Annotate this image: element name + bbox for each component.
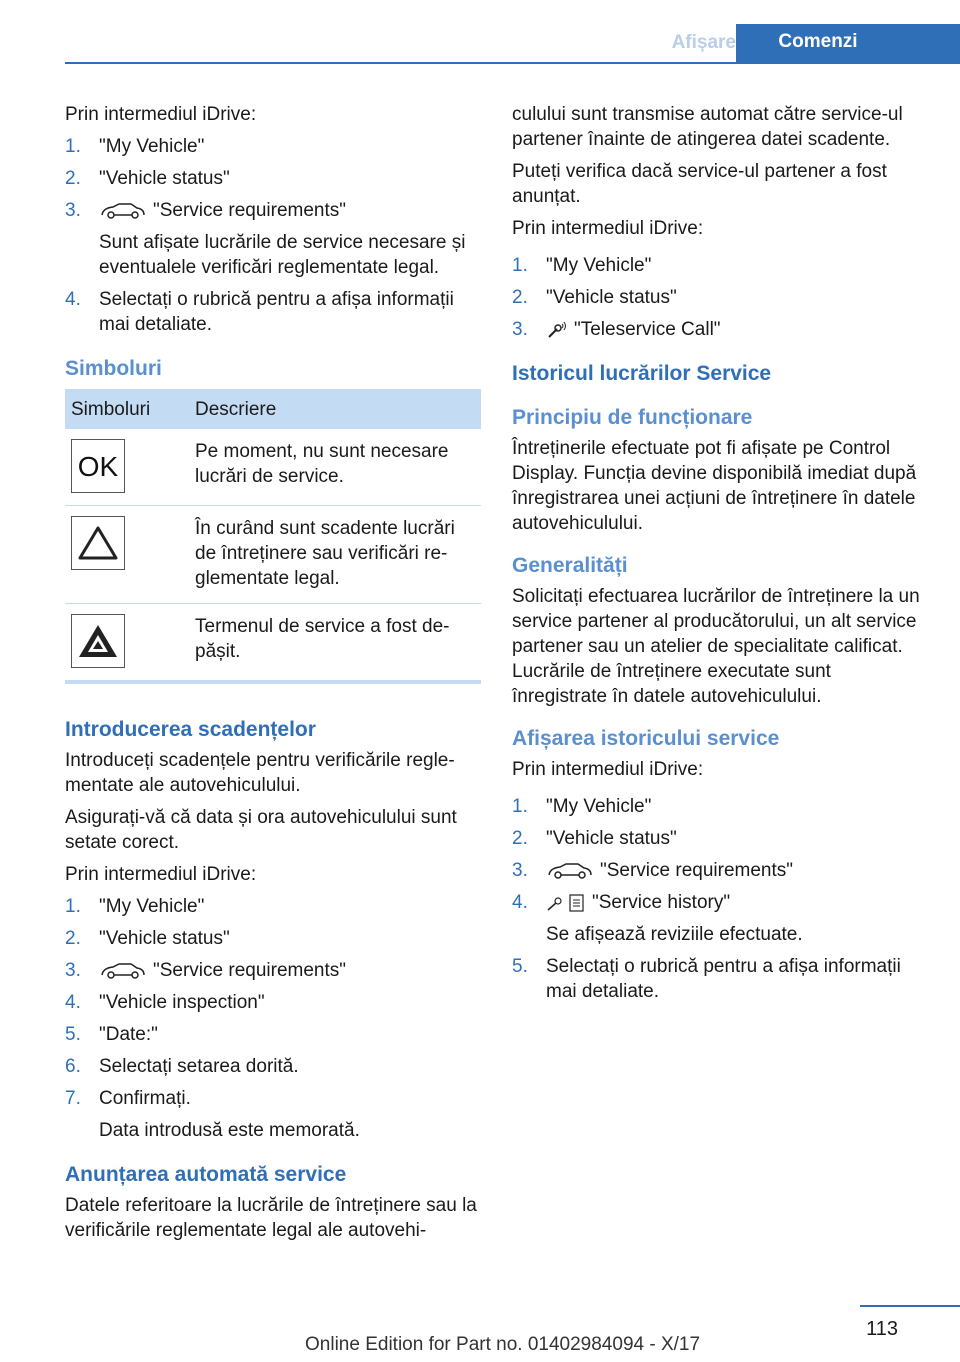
car-service-icon (99, 202, 147, 220)
table-row (65, 506, 481, 604)
step-text: "Date:" (99, 1024, 158, 1045)
footer-rule (860, 1305, 960, 1307)
page-header (65, 24, 960, 64)
list-item (512, 858, 928, 883)
step-text: "Vehicle inspection" (99, 992, 265, 1013)
paragraph: Asigurați-vă că data și ora autovehiculului sunt setate corect. (65, 807, 457, 853)
step-text: "My Vehicle" (99, 896, 205, 917)
list-item (65, 926, 481, 951)
step-number: 3. (65, 960, 81, 981)
table-cell-description: Pe moment, nu sunt necesare lucrări de service. (189, 429, 481, 506)
list-item (65, 134, 481, 159)
step-text: "Vehicle status" (99, 928, 230, 949)
list-item (65, 1054, 481, 1079)
paragraph: Introduceți scadențele pentru verificările regle-mentate ale autovehiculului. (65, 750, 455, 796)
step-number: 1. (512, 796, 528, 817)
list-item (65, 894, 481, 919)
paragraph: Prin intermediul iDrive: (512, 759, 704, 780)
list-item (65, 1086, 481, 1143)
step-text: Selectați o rubrică pentru a afișa informații mai detaliate. (99, 289, 454, 335)
steps-list-3 (512, 253, 928, 342)
list-item (65, 958, 481, 983)
step-number: 3. (512, 319, 528, 340)
step-text: "My Vehicle" (546, 255, 652, 276)
list-item (512, 253, 928, 278)
list-item (512, 317, 928, 342)
step-number: 1. (65, 136, 81, 157)
step-subtext: Data introdusă este memorată. (99, 1120, 360, 1141)
ok-symbol-icon (71, 439, 125, 493)
list-item (65, 287, 481, 337)
step-text: "Vehicle status" (99, 168, 230, 189)
step-text: Confirmați. (99, 1088, 191, 1109)
edition-text: Online Edition for Part no. 01402984094 - X/17 (305, 1334, 701, 1355)
step-number: 1. (512, 255, 528, 276)
step-number: 2. (512, 287, 528, 308)
car-service-icon (99, 962, 147, 980)
table-row (65, 604, 481, 683)
list-item (512, 890, 928, 947)
step-subtext: Se afișează reviziile efectuate. (546, 924, 803, 945)
step-number: 6. (65, 1056, 81, 1077)
step-text: "Service history" (592, 892, 731, 913)
paragraph: Solicitați efectuarea lucrărilor de întreținere la un service partener al producătorului, un alt service partener sau un atelier de specialitate calificat. Lucrările de întreținere executate sunt înregistrate în datele autovehiculului. (512, 586, 920, 707)
generalitati-heading: Generalități (512, 554, 628, 577)
paragraph: Prin intermediul iDrive: (65, 864, 257, 885)
anuntarea-heading: Anunțarea automată service (65, 1163, 347, 1186)
steps-list-1 (65, 134, 481, 337)
simboluri-heading: Simboluri (65, 357, 162, 380)
table-header-description: Descriere (189, 389, 481, 429)
paragraph: Prin intermediul iDrive: (512, 218, 704, 239)
warning-triangle-filled-icon (71, 614, 125, 668)
left-column (65, 102, 481, 1250)
step-number: 1. (65, 896, 81, 917)
list-item (512, 826, 928, 851)
istoricul-heading: Istoricul lucrărilor Service (512, 362, 772, 385)
step-text: "Service requirements" (600, 860, 794, 881)
step-text: Selectați o rubrică pentru a afișa informații mai detaliate. (546, 956, 901, 1002)
table-cell-description: Termenul de service a fost de-pășit. (189, 604, 481, 683)
paragraph: Datele referitoare la lucrările de întreținere sau la verificările reglementate legal ale autovehi- (65, 1195, 477, 1241)
step-number: 3. (512, 860, 528, 881)
step-text: "Service requirements" (153, 960, 347, 981)
step-number: 3. (65, 200, 81, 221)
step-subtext: Sunt afișate lucrările de service necesare și eventualele verificări reglementate legal. (99, 232, 466, 278)
list-item (65, 198, 481, 280)
step-text: "Teleservice Call" (574, 319, 721, 340)
steps-list-4 (512, 794, 928, 1004)
right-column (512, 102, 928, 1014)
step-number: 4. (512, 892, 528, 913)
table-header-symbols: Simboluri (65, 389, 189, 429)
symbols-table (65, 389, 481, 684)
step-text: "My Vehicle" (99, 136, 205, 157)
step-text: "Service requirements" (153, 200, 347, 221)
step-number: 4. (65, 289, 81, 310)
list-item (512, 285, 928, 310)
car-service-icon (546, 862, 594, 880)
principiu-heading: Principiu de funcționare (512, 406, 753, 429)
introducerea-heading: Introducerea scadențelor (65, 718, 316, 741)
svg-text:OK: OK (77, 451, 119, 481)
intro-text: Prin intermediul iDrive: (65, 104, 257, 125)
table-cell-description: În curând sunt scadente lucrări de întreținere sau verificări re-glementate legal. (189, 506, 481, 604)
step-number: 5. (512, 956, 528, 977)
table-row (65, 429, 481, 506)
step-text: "My Vehicle" (546, 796, 652, 817)
list-item (512, 794, 928, 819)
service-history-icon (546, 893, 586, 913)
paragraph: Puteți verifica dacă service-ul partener a fost anunțat. (512, 161, 887, 207)
tab-afisare[interactable]: Afișare (671, 32, 736, 53)
list-item (65, 166, 481, 191)
list-item (65, 1022, 481, 1047)
paragraph: Întreținerile efectuate pot fi afișate pe Control Display. Funcția devine disponibilă imediat după înregistrarea unei acțiuni de întreținere în datele autovehiculului. (512, 438, 917, 534)
warning-triangle-icon (71, 516, 125, 570)
step-number: 4. (65, 992, 81, 1013)
step-number: 7. (65, 1088, 81, 1109)
step-text: Selectați setarea dorită. (99, 1056, 299, 1077)
step-text: "Vehicle status" (546, 287, 677, 308)
step-text: "Vehicle status" (546, 828, 677, 849)
step-number: 2. (65, 168, 81, 189)
wrench-signal-icon (546, 320, 568, 340)
tab-comenzi[interactable]: Comenzi (736, 24, 960, 62)
page-number: 113 (866, 1318, 898, 1340)
step-number: 2. (65, 928, 81, 949)
steps-list-2 (65, 894, 481, 1143)
step-number: 5. (65, 1024, 81, 1045)
list-item (512, 954, 928, 1004)
paragraph: culului sunt transmise automat către service-ul partener înainte de atingerea datei scadente. (512, 104, 903, 150)
step-number: 2. (512, 828, 528, 849)
list-item (65, 990, 481, 1015)
afisarea-istoricului-heading: Afișarea istoricului service (512, 727, 780, 750)
